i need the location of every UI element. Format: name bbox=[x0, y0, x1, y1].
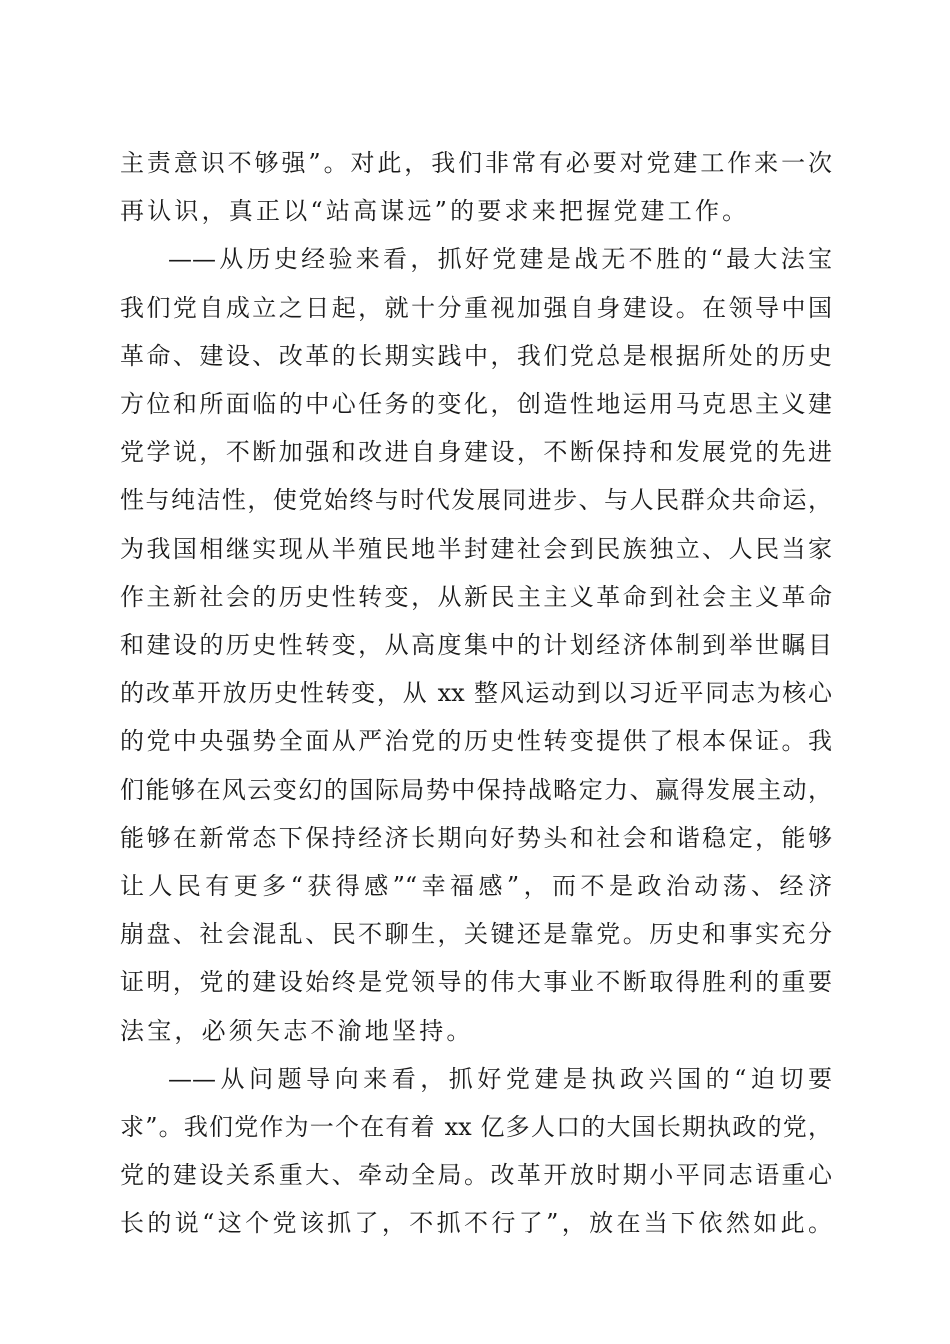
text-line: 崩盘、社会混乱、民不聊生，关键还是靠党。历史和事实充分 bbox=[120, 920, 832, 949]
text-line: 长的说“这个党该抓了，不抓不行了”，放在当下依然如此。 bbox=[120, 1209, 832, 1238]
text-line: 作主新社会的历史性转变，从新民主主义革命到社会主义革命 bbox=[120, 582, 832, 611]
text-line: 证明，党的建设始终是党领导的伟大事业不断取得胜利的重要 bbox=[120, 968, 832, 997]
text-line: 法宝，必须矢志不渝地坚持。 bbox=[120, 1016, 474, 1045]
text-line: 党的建设关系重大、牵动全局。改革开放时期小平同志语重心 bbox=[120, 1161, 832, 1190]
text-line: 们能够在风云变幻的国际局势中保持战略定力、赢得发展主动， bbox=[120, 775, 832, 804]
text-line: 的党中央强势全面从严治党的历史性转变提供了根本保证。我 bbox=[120, 727, 832, 756]
text-line: 再认识，真正以“站高谋远”的要求来把握党建工作。 bbox=[120, 197, 750, 226]
text-line: 方位和所面临的中心任务的变化，创造性地运用马克思主义建 bbox=[120, 390, 832, 418]
text-line: 和建设的历史性转变，从高度集中的计划经济体制到举世瞩目 bbox=[120, 631, 832, 659]
text-line: ——从历史经验来看，抓好党建是战无不胜的“最大法宝 bbox=[168, 245, 832, 274]
text-line: 革命、建设、改革的长期实践中，我们党总是根据所处的历史 bbox=[120, 341, 832, 370]
text-line: 主责意识不够强”。对此，我们非常有必要对党建工作来一次 bbox=[120, 149, 832, 177]
text-line: 的改革开放历史性转变，从 xx 整风运动到以习近平同志为核心 bbox=[120, 679, 832, 708]
text-line: 能够在新常态下保持经济长期向好势头和社会和谐稳定，能够 bbox=[120, 823, 832, 852]
text-line: 求”。我们党作为一个在有着 xx 亿多人口的大国长期执政的党， bbox=[120, 1113, 832, 1141]
text-line: 让人民有更多“获得感”“幸福感”，而不是政治动荡、经济 bbox=[120, 872, 832, 900]
text-line: 为我国相继实现从半殖民地半封建社会到民族独立、人民当家 bbox=[120, 534, 832, 563]
text-line: ——从问题导向来看，抓好党建是执政兴国的“迫切要 bbox=[168, 1064, 832, 1093]
text-line: 我们党自成立之日起，就十分重视加强自身建设。在领导中国 bbox=[120, 293, 832, 322]
text-line: 性与纯洁性，使党始终与时代发展同进步、与人民群众共命运， bbox=[120, 486, 832, 515]
text-line: 党学说，不断加强和改进自身建设，不断保持和发展党的先进 bbox=[120, 438, 832, 467]
